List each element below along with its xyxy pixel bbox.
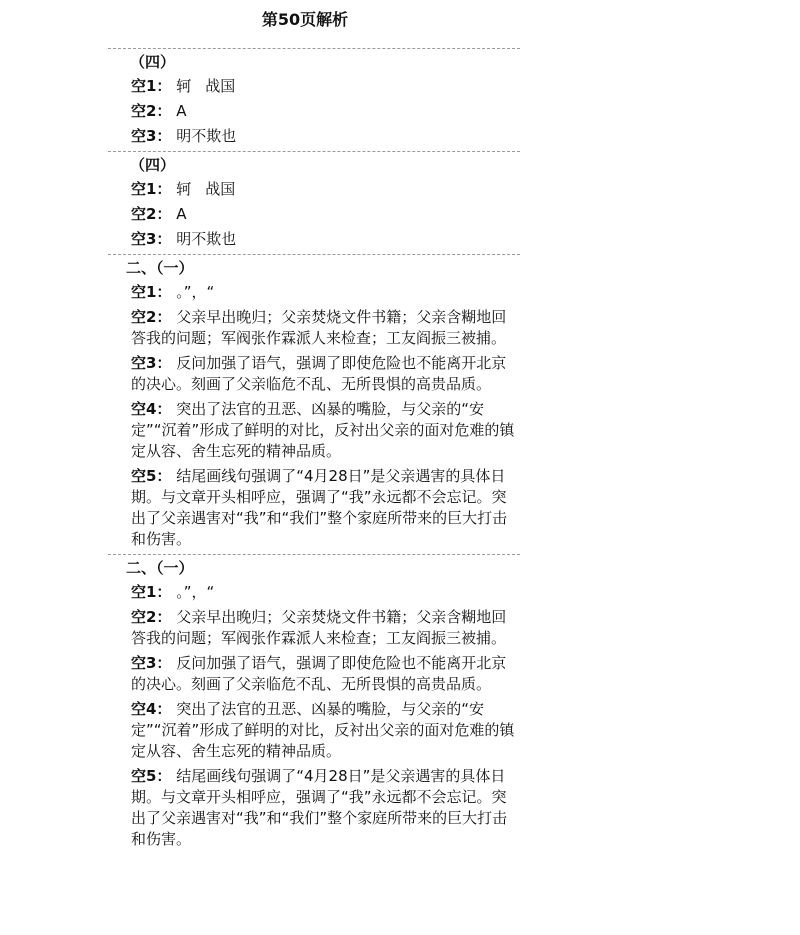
answer-section	[108, 48, 520, 147]
page-title: 第50页解析	[261, 10, 349, 29]
answer-item	[108, 126, 520, 147]
answer-item	[108, 699, 520, 762]
answer-text: 战国	[205, 180, 236, 198]
blank-label: 空2：	[131, 308, 172, 326]
section-heading: 二、（一）	[126, 259, 194, 277]
blank-label: 空3：	[131, 354, 172, 372]
section-heading: （四）	[130, 156, 176, 174]
blank-label: 空3：	[131, 230, 172, 248]
answer-item	[108, 101, 520, 122]
answer-text: 明不欺也	[176, 127, 237, 145]
answer-item	[108, 582, 520, 603]
answer-text: 突出了法官的丑恶、凶暴的嘴脸，与父亲的“安定”“沉着”形成了鲜明的对比，反衬出父亲的面对危难的镇定从容、舍生忘死的精神品质。	[131, 700, 515, 760]
section-heading: （四）	[130, 53, 176, 71]
answer-item	[108, 466, 520, 550]
blank-label: 空3：	[131, 654, 172, 672]
answer-item	[108, 307, 520, 349]
answer-text: 反问加强了语气，强调了即使危险也不能离开北京的决心。刻画了父亲临危不乱、无所畏惧的高贵品质。	[131, 654, 507, 693]
answer-item	[108, 282, 520, 303]
blank-label: 空2：	[131, 102, 172, 120]
answer-item	[108, 353, 520, 395]
answer-text: 轲	[176, 77, 192, 95]
answer-item	[108, 399, 520, 462]
blank-label: 空5：	[131, 767, 172, 785]
answer-text: 。”，“	[176, 283, 215, 301]
blank-label: 空3：	[131, 127, 172, 145]
answer-item	[108, 653, 520, 695]
blank-label: 空1：	[131, 583, 172, 601]
answer-text: 明不欺也	[176, 230, 237, 248]
answer-item	[108, 766, 520, 850]
blank-label: 空4：	[131, 400, 172, 418]
answer-text: 突出了法官的丑恶、凶暴的嘴脸，与父亲的“安定”“沉着”形成了鲜明的对比，反衬出父亲的面对危难的镇定从容、舍生忘死的精神品质。	[131, 400, 515, 460]
answer-text: 轲	[176, 180, 192, 198]
answer-text: A	[176, 102, 187, 120]
blank-label: 空2：	[131, 205, 172, 223]
blank-label: 空5：	[131, 467, 172, 485]
section-heading: 二、（一）	[126, 559, 194, 577]
answer-item	[108, 179, 520, 200]
answer-section	[108, 151, 520, 250]
blank-label: 空1：	[131, 283, 172, 301]
answer-item	[108, 204, 520, 225]
answer-text: 反问加强了语气，强调了即使危险也不能离开北京的决心。刻画了父亲临危不乱、无所畏惧的高贵品质。	[131, 354, 507, 393]
answer-text: 结尾画线句强调了“4月28日”是父亲遇害的具体日期。与文章开头相呼应，强调了“我”永远都不会忘记。突出了父亲遇害对“我”和“我们”整个家庭所带来的巨大打击和伤害。	[131, 767, 508, 848]
answer-text: 。”，“	[176, 583, 215, 601]
answer-item	[108, 76, 520, 97]
blank-label: 空2：	[131, 608, 172, 626]
answer-text: 父亲早出晚归；父亲焚烧文件书籍；父亲含糊地回答我的问题；军阀张作霖派人来检查；工友阎振三被捕。	[131, 308, 507, 347]
blank-label: 空1：	[131, 77, 172, 95]
blank-label: 空1：	[131, 180, 172, 198]
blank-label: 空4：	[131, 700, 172, 718]
answer-content	[108, 48, 520, 854]
answer-text: 战国	[205, 77, 236, 95]
answer-text: 结尾画线句强调了“4月28日”是父亲遇害的具体日期。与文章开头相呼应，强调了“我”永远都不会忘记。突出了父亲遇害对“我”和“我们”整个家庭所带来的巨大打击和伤害。	[131, 467, 508, 548]
answer-text: 父亲早出晚归；父亲焚烧文件书籍；父亲含糊地回答我的问题；军阀张作霖派人来检查；工友阎振三被捕。	[131, 608, 507, 647]
answer-section	[108, 254, 520, 550]
answer-text: A	[176, 205, 187, 223]
answer-item	[108, 229, 520, 250]
answer-section	[108, 554, 520, 850]
answer-item	[108, 607, 520, 649]
